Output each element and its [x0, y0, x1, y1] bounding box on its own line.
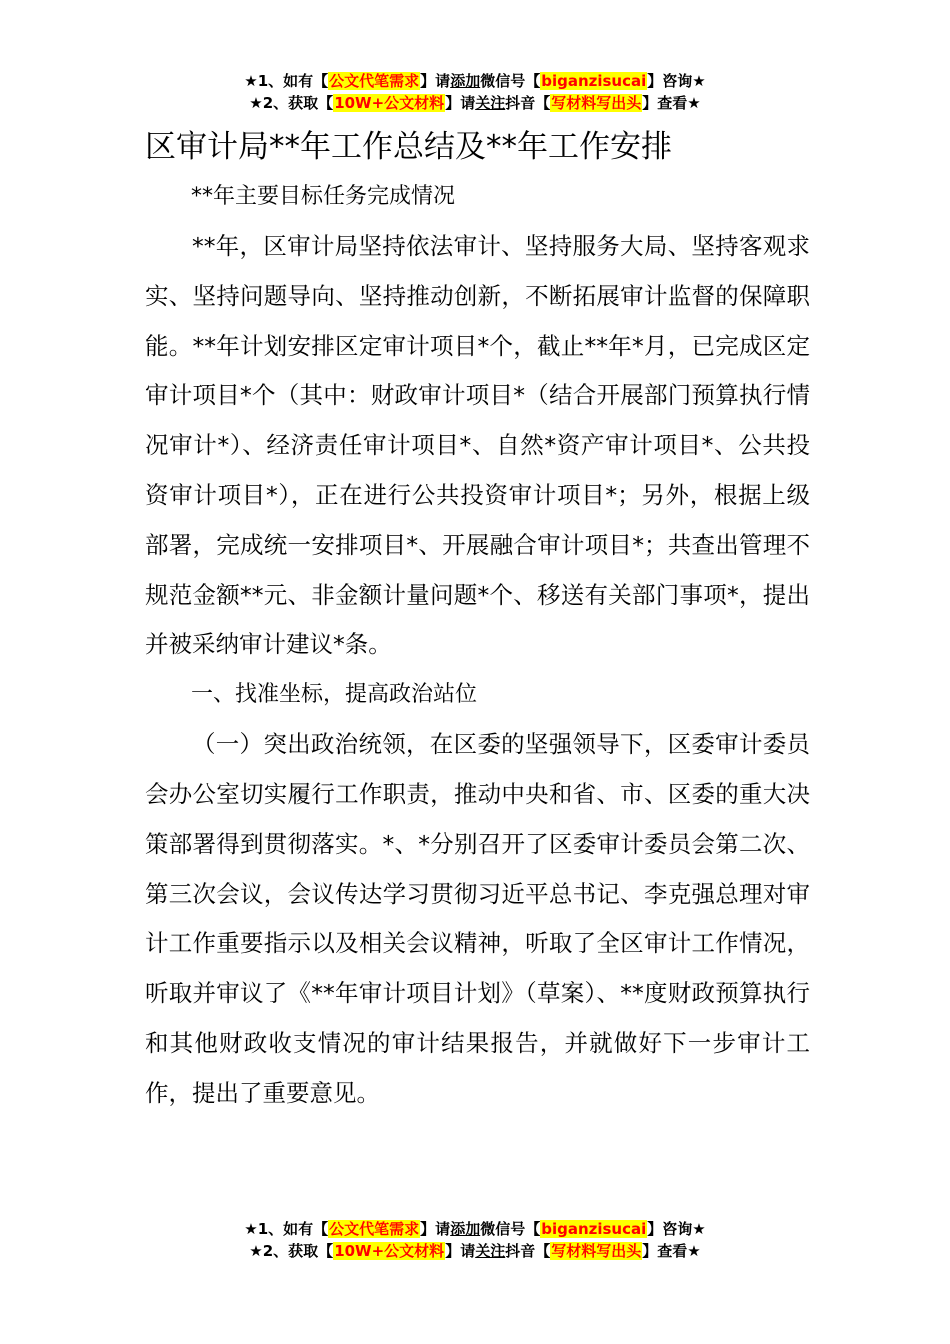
promo-highlight: 写材料写出头 [551, 1242, 642, 1260]
promo-highlight: 写材料写出头 [551, 94, 642, 112]
promo-highlight: 公文代笔需求 [329, 72, 420, 90]
promo-text: 微信号【 [480, 72, 541, 90]
promo-underline: 关注 [475, 1242, 506, 1260]
promo-text: ★2、获取【 [249, 1242, 334, 1260]
document-title: 区审计局**年工作总结及**年工作安排 [145, 129, 672, 165]
promo-text: 抖音【 [505, 94, 551, 112]
promo-highlight: biganzisucai [541, 72, 647, 90]
promo-text: 微信号【 [480, 1220, 541, 1238]
promo-text: 】请 [445, 94, 476, 112]
promo-underline: 添加 [450, 1220, 481, 1238]
promo-line-2 [0, 92, 950, 114]
promo-underline: 添加 [450, 72, 481, 90]
promo-text: 】咨询★ [647, 72, 706, 90]
promo-line-1 [0, 1218, 950, 1240]
promo-underline: 关注 [475, 94, 506, 112]
bottom-promo-banner [0, 1218, 950, 1262]
promo-highlight: 公文代笔需求 [329, 1220, 420, 1238]
document-body [145, 122, 810, 1119]
promo-text: 】请 [420, 72, 451, 90]
document-subtitle: **年主要目标任务完成情况 [191, 184, 456, 209]
promo-text: 】查看★ [642, 94, 701, 112]
promo-text: ★2、获取【 [249, 94, 334, 112]
promo-text: 抖音【 [505, 1242, 551, 1260]
promo-text: 】查看★ [642, 1242, 701, 1260]
paragraph-political-leadership: （一）突出政治统领，在区委的坚强领导下，区委审计委员会办公室切实履行工作职责，推动中央和省、市、区委的重大决策部署得到贯彻落实。*、*分别召开了区委审计委员会第二次、第三次会议，会议传达学习贯彻习近平总书记、李克强总理对审计工作重要指示以及相关会议精神，听取了全区审计工作情况，听取并审议了《**年审计项目计划》（草案）、**度财政预算执行和其他财政收支情况的审计结果报告，并就做好下一步审计工作，提出了重要意见。 [145, 730, 810, 1107]
promo-text: ★1、如有【 [244, 1220, 329, 1238]
promo-highlight: 10W+公文材料 [334, 1242, 445, 1260]
top-promo-banner [0, 70, 950, 114]
promo-line-2 [0, 1240, 950, 1262]
promo-text: 】请 [445, 1242, 476, 1260]
promo-highlight: 10W+公文材料 [334, 94, 445, 112]
promo-highlight: biganzisucai [541, 1220, 647, 1238]
promo-text: ★1、如有【 [244, 72, 329, 90]
paragraph-summary: **年，区审计局坚持依法审计、坚持服务大局、坚持客观求实、坚持问题导向、坚持推动创新，不断拓展审计监督的保障职能。**年计划安排区定审计项目*个，截止**年*月，已完成区定审计项目*个（其中：财政审计项目*（结合开展部门预算执行情况审计*）、经济责任审计项目*、自然*资产审计项目*、公共投资审计项目*），正在进行公共投资审计项目*；另外，根据上级部署，完成统一安排项目*、开展融合审计项目*；共查出管理不规范金额**元、非金额计量问题*个、移送有关部门事项*，提出并被采纳审计建议*条。 [145, 232, 810, 659]
section-heading-1: 一、找准坐标，提高政治站位 [191, 682, 478, 708]
promo-line-1 [0, 70, 950, 92]
promo-text: 】咨询★ [647, 1220, 706, 1238]
promo-text: 】请 [420, 1220, 451, 1238]
